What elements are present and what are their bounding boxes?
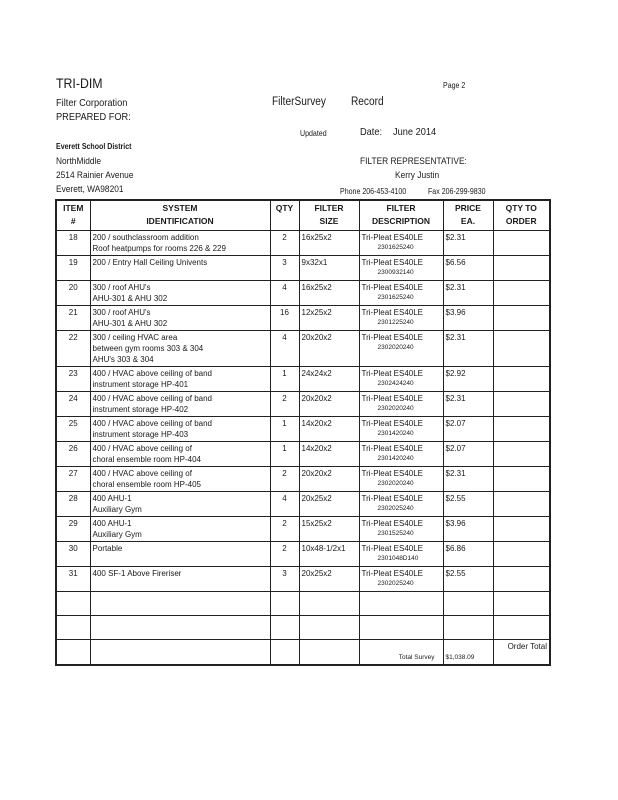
qty-to-order-cell[interactable]	[493, 517, 550, 542]
item-number: 20	[56, 281, 90, 306]
system-identification: 400 AHU-1 Auxiliary Gym	[90, 492, 270, 517]
system-identification: 200 / Entry Hall Ceiling Univents	[90, 256, 270, 281]
price: $2.92	[443, 367, 493, 392]
system-identification: 400 SF-1 Above Fireriser	[90, 567, 270, 592]
filter-description: Tri-Pleat ES40LE 2302020240	[359, 467, 443, 492]
price: $3.96	[443, 517, 493, 542]
filter-description: Tri-Pleat ES40LE 2302020240	[359, 392, 443, 417]
filter-description: Tri-Pleat ES40LE 2302025240	[359, 492, 443, 517]
qty: 4	[270, 281, 299, 306]
filter-size: 20x20x2	[299, 331, 359, 367]
system-identification: 200 / southclassroom addition Roof heatpumps for rooms 226 & 229	[90, 231, 270, 256]
filter-description: Tri-Pleat ES40LE 2301625240	[359, 281, 443, 306]
filter-size: 16x25x2	[299, 231, 359, 256]
filter-size: 24x24x2	[299, 367, 359, 392]
price: $2.31	[443, 331, 493, 367]
qty: 2	[270, 467, 299, 492]
empty-cell	[299, 616, 359, 640]
col-header-filter-description: FILTER DESCRIPTION	[359, 200, 443, 231]
price: $2.55	[443, 567, 493, 592]
system-identification: 300 / ceiling HVAC area between gym rooms 303 & 304 AHU's 303 & 304	[90, 331, 270, 367]
empty-cell	[90, 640, 270, 666]
price: $6.56	[443, 256, 493, 281]
empty-cell	[90, 592, 270, 616]
table-row	[56, 331, 550, 367]
table-row	[56, 567, 550, 592]
filter-size: 15x25x2	[299, 517, 359, 542]
total-survey-value: $1,038.09	[443, 640, 493, 666]
prepared-for-label: PREPARED FOR:	[56, 111, 131, 123]
filter-size: 10x48-1/2x1	[299, 542, 359, 567]
table-row	[56, 467, 550, 492]
item-number: 26	[56, 442, 90, 467]
filter-description: Tri-Pleat ES40LE 2301525240	[359, 517, 443, 542]
price: $2.31	[443, 392, 493, 417]
table-row	[56, 417, 550, 442]
qty-to-order-cell[interactable]	[493, 567, 550, 592]
empty-row	[56, 592, 550, 616]
empty-cell	[270, 592, 299, 616]
item-number: 29	[56, 517, 90, 542]
filter-description: Tri-Pleat ES40LE 2301048D140	[359, 542, 443, 567]
filter-size: 14x20x2	[299, 442, 359, 467]
system-identification: 400 / HVAC above ceiling of choral ensemble room HP-404	[90, 442, 270, 467]
table-row	[56, 392, 550, 417]
empty-cell	[443, 616, 493, 640]
table-row	[56, 281, 550, 306]
filter-description: Tri-Pleat ES40LE 2302020240	[359, 331, 443, 367]
system-identification: Portable	[90, 542, 270, 567]
filter-size: 16x25x2	[299, 281, 359, 306]
qty: 1	[270, 417, 299, 442]
item-number: 19	[56, 256, 90, 281]
empty-cell	[299, 640, 359, 666]
qty-to-order-cell[interactable]	[493, 331, 550, 367]
item-number: 25	[56, 417, 90, 442]
item-number: 28	[56, 492, 90, 517]
order-total-cell[interactable]	[493, 640, 550, 666]
qty: 2	[270, 517, 299, 542]
filter-size: 20x25x2	[299, 567, 359, 592]
qty: 2	[270, 231, 299, 256]
qty-to-order-cell[interactable]	[493, 467, 550, 492]
price: $6.86	[443, 542, 493, 567]
qty: 16	[270, 306, 299, 331]
table-row	[56, 256, 550, 281]
system-identification: 400 / HVAC above ceiling of band instrument storage HP-401	[90, 367, 270, 392]
col-header-price: PRICE EA.	[443, 200, 493, 231]
item-number: 21	[56, 306, 90, 331]
filter-size: 20x25x2	[299, 492, 359, 517]
filter-description: Tri-Pleat ES40LE 2300932140	[359, 256, 443, 281]
customer-district: Everett School District	[56, 142, 132, 151]
qty: 2	[270, 392, 299, 417]
table-row	[56, 492, 550, 517]
filter-size: 20x20x2	[299, 392, 359, 417]
item-number: 24	[56, 392, 90, 417]
empty-cell	[56, 640, 90, 666]
price: $2.31	[443, 281, 493, 306]
qty-to-order-cell[interactable]	[493, 442, 550, 467]
filter-size: 12x25x2	[299, 306, 359, 331]
empty-cell	[359, 616, 443, 640]
table-header-row	[56, 200, 550, 231]
item-number: 30	[56, 542, 90, 567]
table-row	[56, 442, 550, 467]
price: $2.55	[443, 492, 493, 517]
order-total-label: Order Total	[507, 642, 547, 651]
qty-to-order-cell[interactable]	[493, 492, 550, 517]
empty-cell	[443, 592, 493, 616]
empty-cell	[56, 592, 90, 616]
company-name: TRI-DIM	[56, 75, 103, 91]
filter-description: Tri-Pleat ES40LE 2301420240	[359, 442, 443, 467]
document-title-record: Record	[351, 96, 384, 108]
col-header-system: SYSTEM IDENTIFICATION	[90, 200, 270, 231]
totals-row	[56, 640, 550, 666]
table-row	[56, 517, 550, 542]
updated-label: Updated	[300, 129, 327, 138]
table-row	[56, 542, 550, 567]
qty: 3	[270, 567, 299, 592]
qty-to-order-cell[interactable]	[493, 281, 550, 306]
item-number: 27	[56, 467, 90, 492]
filter-size: 20x20x2	[299, 467, 359, 492]
empty-cell[interactable]	[493, 592, 550, 616]
price: $2.07	[443, 417, 493, 442]
col-header-qty-to-order: QTY TO ORDER	[493, 200, 550, 231]
empty-cell	[270, 640, 299, 666]
table-row	[56, 367, 550, 392]
item-number: 31	[56, 567, 90, 592]
price: $2.07	[443, 442, 493, 467]
filter-size: 14x20x2	[299, 417, 359, 442]
empty-row	[56, 616, 550, 640]
document-title: FilterSurvey	[272, 96, 326, 108]
table-row	[56, 306, 550, 331]
filter-description: Tri-Pleat ES40LE 2302025240	[359, 567, 443, 592]
qty-to-order-cell[interactable]	[493, 256, 550, 281]
col-header-filter-size: FILTER SIZE	[299, 200, 359, 231]
system-identification: 300 / roof AHU's AHU-301 & AHU 302	[90, 281, 270, 306]
company-name-line2: Filter Corporation	[56, 97, 128, 109]
empty-cell[interactable]	[493, 616, 550, 640]
rep-fax: Fax 206-299-9830	[428, 187, 486, 196]
empty-cell	[359, 592, 443, 616]
col-header-item: ITEM #	[56, 200, 90, 231]
customer-street: 2514 Rainier Avenue	[56, 170, 134, 181]
empty-cell	[90, 616, 270, 640]
qty: 1	[270, 442, 299, 467]
qty: 2	[270, 542, 299, 567]
price: $3.96	[443, 306, 493, 331]
filter-description: Tri-Pleat ES40LE 2301225240	[359, 306, 443, 331]
system-identification: 400 / HVAC above ceiling of band instrument storage HP-403	[90, 417, 270, 442]
price: $2.31	[443, 467, 493, 492]
system-identification: 400 / HVAC above ceiling of band instrument storage HP-402	[90, 392, 270, 417]
item-number: 18	[56, 231, 90, 256]
filter-size: 9x32x1	[299, 256, 359, 281]
table-row	[56, 231, 550, 256]
filter-description: Tri-Pleat ES40LE 2301420240	[359, 417, 443, 442]
empty-cell	[270, 616, 299, 640]
rep-phone: Phone 206-453-4100	[340, 187, 407, 196]
qty-to-order-cell[interactable]	[493, 306, 550, 331]
system-identification: 400 / HVAC above ceiling of choral ensemble room HP-405	[90, 467, 270, 492]
filter-representative-name: Kerry Justin	[395, 170, 440, 181]
filter-description: Tri-Pleat ES40LE 2302424240	[359, 367, 443, 392]
qty-to-order-cell[interactable]	[493, 417, 550, 442]
qty: 4	[270, 331, 299, 367]
page-number: Page 2	[443, 81, 466, 90]
qty-to-order-cell[interactable]	[493, 367, 550, 392]
empty-cell	[56, 616, 90, 640]
qty: 4	[270, 492, 299, 517]
filter-survey-table	[55, 199, 551, 666]
qty-to-order-cell[interactable]	[493, 231, 550, 256]
item-number: 23	[56, 367, 90, 392]
qty: 1	[270, 367, 299, 392]
system-identification: 400 AHU-1 Auxiliary Gym	[90, 517, 270, 542]
customer-city: Everett, WA98201	[56, 184, 124, 195]
item-number: 22	[56, 331, 90, 367]
total-survey-label: Total Survey	[359, 640, 443, 666]
col-header-qty: QTY	[270, 200, 299, 231]
price: $2.31	[443, 231, 493, 256]
date-value: June 2014	[393, 126, 437, 138]
filter-description: Tri-Pleat ES40LE 2301625240	[359, 231, 443, 256]
system-identification: 300 / roof AHU's AHU-301 & AHU 302	[90, 306, 270, 331]
filter-representative-label: FILTER REPRESENTATIVE:	[360, 156, 467, 167]
empty-cell	[299, 592, 359, 616]
qty: 3	[270, 256, 299, 281]
customer-school: NorthMiddle	[56, 156, 102, 167]
date-label: Date:	[360, 126, 383, 138]
qty-to-order-cell[interactable]	[493, 542, 550, 567]
qty-to-order-cell[interactable]	[493, 392, 550, 417]
